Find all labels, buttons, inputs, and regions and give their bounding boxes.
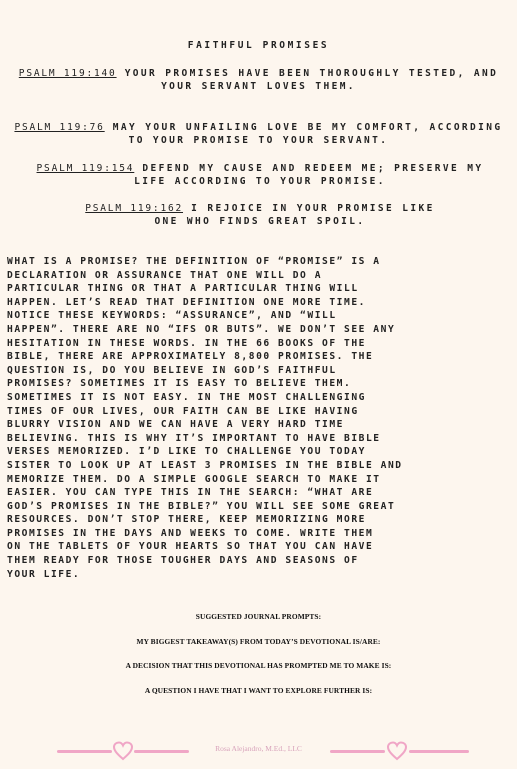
verse-text: YOUR PROMISES HAVE BEEN THOROUGHLY TESTED, AND YOUR SERVANT LOVES THEM. — [124, 68, 499, 92]
prompts-heading: SUGGESTED JOURNAL PROMPTS: — [195, 612, 322, 621]
footer-divider — [330, 750, 385, 753]
prompt-item: A QUESTION I HAVE THAT I WANT TO EXPLORE FURTHER IS: — [144, 686, 373, 695]
heart-icon — [386, 740, 408, 762]
prompt-item: MY BIGGEST TAKEAWAY(S) FROM TODAY’S DEVOTIONAL IS/ARE: — [136, 637, 381, 646]
verse-text: I REJOICE IN YOUR PROMISE LIKE ONE WHO FINDS GREAT SPOIL. — [154, 203, 435, 227]
verse-ref: PSALM 119:162 — [85, 203, 184, 214]
footer-divider — [409, 750, 469, 753]
footer — [0, 740, 517, 762]
verse-text: DEFEND MY CAUSE AND REDEEM ME; PRESERVE MY LIFE ACCORDING TO YOUR PROMISE. — [134, 163, 484, 187]
verse-ref: PSALM 119:140 — [18, 68, 117, 79]
devotional-body: WHAT IS A PROMISE? THE DEFINITION OF “PROMISE” IS A DECLARATION OR ASSURANCE THAT ONE WILL DO A PARTICULAR THING OR THAT A PARTICULAR THING WILL HAPPEN. LET’S READ THAT DEFINITION ONE MORE TIME. NOTICE THESE KEYWORDS: “ASSURANCE”, AND “WILL HAPPEN”. THERE ARE NO “IFS OR BUTS”. WE DON’T SEE ANY HESITATION IN THESE WORDS. IN THE 66 BOOKS OF THE BIBLE, THERE ARE APPROXIMATELY 8,800 PROMISES. THE QUESTION IS, DO YOU BELIEVE IN GOD’S FAITHFUL PROMISES? SOMETIMES IT IS EASY TO BELIEVE THEM. SOMETIMES IT IS NOT EASY. IN THE MOST CHALLENGING TIMES OF OUR LIVES, OUR FAITH CAN BE LIKE HAVING BLURRY VISION AND WE CAN HAVE A VERY HARD TIME BELIEVING. THIS IS WHY IT’S IMPORTANT TO HAVE BIBLE VERSES MEMORIZED. I’D LIKE TO CHALLENGE YOU TODAY SISTER TO LOOK UP AT LEAST 3 PROMISES IN THE BIBLE AND MEMORIZE THEM. DO A SIMPLE GOOGLE SEARCH TO MAKE IT EASIER. YOU CAN TYPE THIS IN THE SEARCH: “WHAT ARE GOD’S PROMISES IN THE BIBLE?” YOU WILL SEE SOME GREAT RESOURCES. DON’T STOP THERE, KEEP MEMORIZING MORE PROMISES IN THE DAYS AND WEEKS TO COME. WRITE THEM ON THE TABLETS OF YOUR HEARTS SO THAT YOU CAN HAVE THEM READY FOR THOSE TOUGHER DAYS AND SEASONS OF YOUR LIFE. — [7, 256, 403, 580]
prompt-item: A DECISION THAT THIS DEVOTIONAL HAS PROMPTED ME TO MAKE IS: — [125, 661, 392, 670]
page-title: FAITHFUL PROMISES — [187, 40, 330, 51]
verse-3 — [30, 162, 490, 188]
footer-author: Rosa Alejandro, M.Ed., LLC — [215, 744, 302, 753]
verse-2 — [14, 121, 503, 147]
verse-ref: PSALM 119:76 — [14, 122, 105, 133]
verse-4 — [70, 202, 450, 228]
verse-ref: PSALM 119:154 — [36, 163, 135, 174]
verse-1 — [14, 67, 503, 93]
verse-text: MAY YOUR UNFAILING LOVE BE MY COMFORT, ACCORDING TO YOUR PROMISE TO YOUR SERVANT. — [112, 122, 503, 146]
